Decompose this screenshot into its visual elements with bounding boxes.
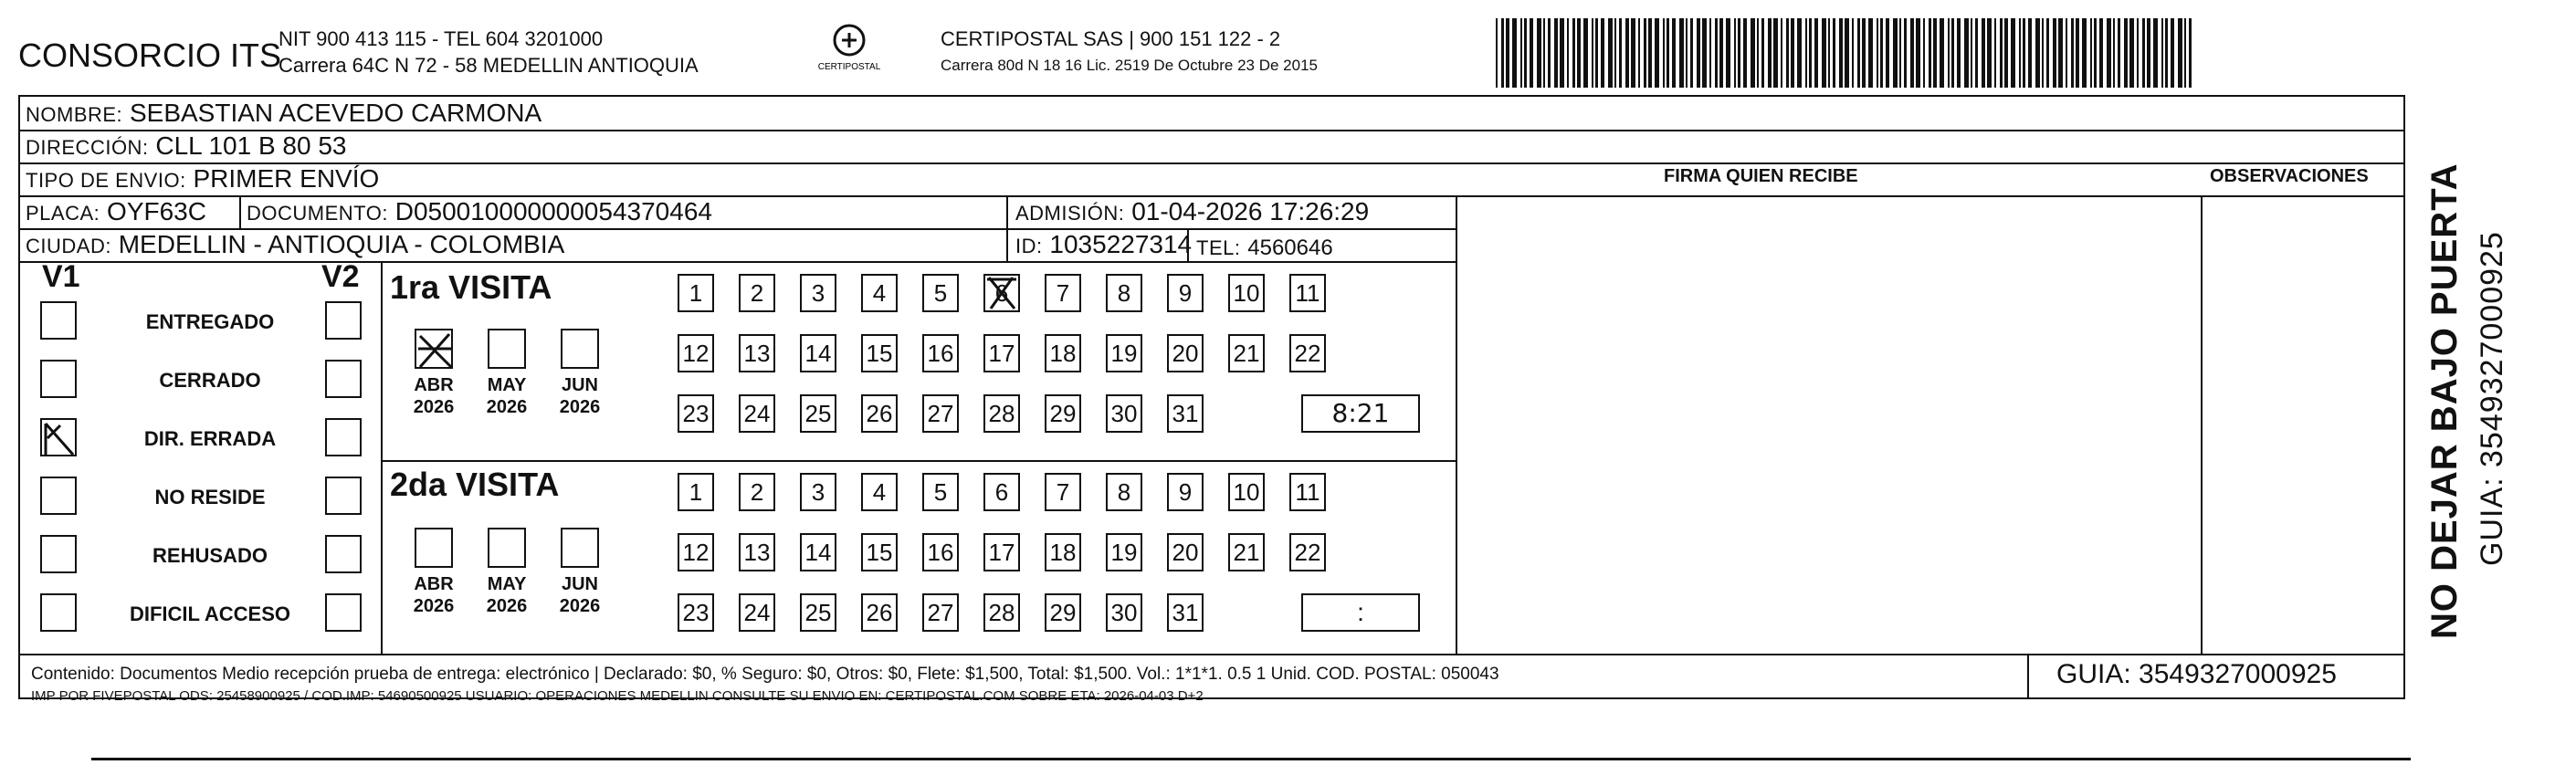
barcode-bar [1702,18,1707,88]
footer-print-info: IMP POR FIVEPOSTAL ODS: 25458900925 / COD.IMP: 54690500925 USUARIO: OPERACIONES MEDELLIN CONSULTE SU ENVIO EN: CERTIPOSTAL.COM SOBRE ETA: 2026-04-03 D+2 [31,688,1204,704]
barcode-bar [1638,18,1640,88]
tipo-value: PRIMER ENVÍO [193,164,380,193]
month-checkbox[interactable] [488,528,526,568]
status-v2-checkbox[interactable] [325,535,362,573]
month-name: ABR [414,574,454,594]
day-box[interactable]: 20 [1167,533,1204,571]
barcode-bar [1805,18,1807,88]
barcode-bar [1822,18,1826,88]
direccion-value: CLL 101 B 80 53 [155,131,347,160]
day-box[interactable]: 22 [1289,533,1326,571]
barcode-bar [1608,18,1613,88]
month-year: 2026 [413,397,455,417]
day-box[interactable]: 29 [1045,593,1081,632]
barcode-bar [1880,18,1883,88]
barcode-bar [2028,18,2032,88]
month-checkbox[interactable] [415,329,453,369]
barcode-bar [1567,18,1569,88]
day-box[interactable]: 30 [1106,593,1142,632]
barcode-bar [1686,18,1688,88]
barcode-bar [2046,18,2049,88]
barcode-bar [2171,18,2174,88]
barcode-bar [1631,18,1635,88]
day-box[interactable]: 8 [1106,473,1142,511]
day-box[interactable]: 25 [800,394,836,433]
status-v1-checkbox[interactable] [40,360,77,398]
ciudad-value: MEDELLIN - ANTIOQUIA - COLOMBIA [118,230,565,258]
day-box[interactable]: 21 [1228,334,1265,372]
day-box[interactable]: 5 [922,274,959,312]
status-v2-checkbox[interactable] [325,360,362,398]
barcode-bar [1797,18,1802,88]
carrier-name: CERTIPOSTAL SAS | 900 151 122 - 2 [941,27,1281,50]
status-v2-checkbox[interactable] [325,593,362,632]
barcode-bar [1814,18,1818,88]
day-box[interactable]: 15 [861,533,898,571]
barcode-bar [2042,18,2044,88]
admision-label: ADMISIÓN: [1015,202,1125,225]
barcode-bar [1982,18,1985,88]
barcode-bar [1679,18,1684,88]
carrier-address: Carrera 80d N 18 16 Lic. 2519 De Octubre 23 De 2015 [941,57,1318,74]
month-label [402,374,466,418]
barcode-bar [2165,18,2168,88]
status-label: CERRADO [159,369,261,392]
barcode-bar [1899,18,1901,88]
documento-cell [247,197,712,226]
barcode-bar [1496,18,1498,88]
tel-value: 4560646 [1247,236,1333,260]
day-box[interactable]: 18 [1045,533,1081,571]
barcode-bar [1667,18,1669,88]
nombre-row [26,99,541,128]
day-box[interactable]: 17 [983,334,1020,372]
certipostal-logo [804,20,895,84]
day-box[interactable]: 6 [983,473,1020,511]
day-box[interactable]: 2 [739,473,775,511]
barcode-bar [1857,18,1860,88]
month-checkbox[interactable] [561,329,599,369]
barcode [1496,18,2199,88]
month-name: ABR [414,375,454,395]
day-box[interactable]: 20 [1167,334,1204,372]
day-box[interactable]: 16 [922,334,959,372]
id-value: 1035227314 [1049,230,1193,258]
day-box[interactable]: 4 [861,473,898,511]
placa-value: OYF63C [107,197,206,225]
side-warning: NO DEJAR BAJO PUERTA [2424,162,2465,639]
barcode-bar [1957,18,1961,88]
barcode-bar [1543,18,1545,88]
barcode-bar [2184,18,2186,88]
barcode-bar [1619,18,1622,88]
month-label [548,374,612,418]
barcode-bar [2004,18,2008,88]
barcode-bar [1975,18,1978,88]
day-box[interactable]: 2 [739,274,775,312]
barcode-bar [2113,18,2115,88]
observaciones-header: OBSERVACIONES [2210,166,2369,186]
day-box[interactable]: 13 [739,334,775,372]
barcode-bar [1948,18,1950,88]
barcode-bar [1524,18,1527,88]
barcode-bar [1572,18,1575,88]
barcode-bar [2035,18,2040,88]
barcode-bar [1560,18,1564,88]
placa-cell [26,197,206,226]
day-box[interactable]: 27 [922,593,959,632]
barcode-bar [1964,18,1969,88]
month-checkbox[interactable] [488,329,526,369]
barcode-bar [1644,18,1646,88]
status-label: NO RESIDE [154,486,266,508]
month-name: MAY [487,375,527,395]
month-label [402,573,466,617]
day-box[interactable]: 9 [1167,473,1204,511]
barcode-bar [2153,18,2158,88]
barcode-bar [2161,18,2163,88]
day-box[interactable]: 10 [1228,473,1265,511]
barcode-bar [2019,18,2021,88]
day-box[interactable]: 6 [983,274,1020,312]
barcode-bar [1951,18,1954,88]
barcode-bar [2053,18,2056,88]
month-year: 2026 [486,397,528,417]
barcode-bar [1751,18,1755,88]
barcode-bar [1595,18,1598,88]
barcode-bar [2058,18,2063,88]
barcode-bar [2000,18,2003,88]
status-v1-checkbox[interactable] [40,593,77,632]
day-box[interactable]: 3 [800,473,836,511]
day-box[interactable]: 24 [739,394,775,433]
logo-text: CERTIPOSTAL [817,62,881,72]
shipment-form [18,95,2405,704]
barcode-bar [1839,18,1843,88]
placa-label: PLACA: [26,202,100,225]
barcode-bar [2076,18,2079,88]
footer-content: Contenido: Documentos Medio recepción prueba de entrega: electrónico | Declarado: $0, % Seguro: $0, Otros: $0, Flete: $1,500, Total: $1,500. Vol.: 1*1*1. 0.5 1 Unid. COD. POSTAL: 050043 [31,665,1499,684]
barcode-bar [1512,18,1517,88]
month-checkbox[interactable] [561,528,599,568]
barcode-bar [1904,18,1907,88]
barcode-bar [1537,18,1541,88]
direccion-label: DIRECCIÓN: [26,136,149,159]
tel-label: TEL: [1196,236,1241,259]
day-box[interactable]: 10 [1228,274,1265,312]
barcode-bar [1852,18,1854,88]
barcode-bar [1893,18,1898,88]
barcode-bar [1761,18,1764,88]
company-nit: NIT 900 413 115 - TEL 604 3201000 [279,27,604,50]
documento-value: D050010000000054370464 [394,197,712,225]
day-box[interactable]: 14 [800,334,836,372]
firma-header: FIRMA QUIEN RECIBE [1664,166,1858,186]
month-year: 2026 [559,397,601,417]
status-v1-checkbox[interactable] [40,301,77,340]
barcode-bar [1809,18,1812,88]
status-label: DIR. ERRADA [143,427,277,450]
day-box[interactable]: 23 [678,394,714,433]
barcode-bar [2189,18,2192,88]
barcode-bar [1506,18,1509,88]
day-box[interactable]: 26 [861,394,898,433]
day-box[interactable]: 18 [1045,334,1081,372]
barcode-bar [2137,18,2139,88]
day-box[interactable]: 22 [1289,334,1326,372]
barcode-bar [1577,18,1581,88]
cross-mark-icon [983,274,1020,312]
barcode-bar [2099,18,2103,88]
company-name: CONSORCIO ITS [18,37,282,74]
id-label: ID: [1015,235,1043,257]
check-mark-icon [416,330,455,371]
day-box[interactable]: 29 [1045,394,1081,433]
barcode-bar [1757,18,1759,88]
day-box[interactable]: 31 [1167,394,1204,433]
barcode-bar [1994,18,1996,88]
carrier-info [941,26,1318,79]
barcode-bar [1738,18,1740,88]
company-info [279,26,699,79]
barcode-bar [1971,18,1972,88]
tipo-label: TIPO DE ENVIO: [26,169,186,192]
day-box[interactable]: 3 [800,274,836,312]
day-box[interactable]: 25 [800,593,836,632]
day-box[interactable]: 1 [678,274,714,312]
day-box[interactable]: 24 [739,593,775,632]
documento-label: DOCUMENTO: [247,202,388,225]
barcode-bar [2071,18,2074,88]
month-label [548,573,612,617]
barcode-bar [1592,18,1593,88]
v1-header: V1 [42,259,80,294]
admision-cell [1015,197,1369,226]
ciudad-cell [26,230,564,259]
day-box[interactable]: 31 [1167,593,1204,632]
barcode-bar [1987,18,1992,88]
barcode-bar [1625,18,1629,88]
barcode-bar [1548,18,1551,88]
day-box[interactable]: 19 [1106,334,1142,372]
company-address: Carrera 64C N 72 - 58 MEDELLIN ANTIOQUIA [279,54,699,77]
barcode-bar [2066,18,2067,88]
barcode-bar [2124,18,2128,88]
barcode-bar [1791,18,1794,88]
barcode-bar [1554,18,1558,88]
month-label [475,573,539,617]
barcode-bar [2129,18,2134,88]
barcode-bar [1655,18,1659,88]
day-box[interactable]: 28 [983,593,1020,632]
tel-cell [1196,232,1333,261]
logo-icon [804,20,895,84]
barcode-bar [1719,18,1723,88]
barcode-bar [1726,18,1730,88]
id-cell [1015,230,1192,259]
day-box[interactable]: 9 [1167,274,1204,312]
barcode-bar [1781,18,1782,88]
v2-header: V2 [321,259,360,294]
barcode-bar [1929,18,1931,88]
barcode-bar [2107,18,2111,88]
barcode-bar [1520,18,1522,88]
status-v2-checkbox[interactable] [325,301,362,340]
barcode-bar [2082,18,2087,88]
first-visit-title: 1ra VISITA [390,268,552,306]
status-v2-checkbox[interactable] [325,477,362,515]
barcode-bar [1910,18,1914,88]
tipo-row [26,164,379,194]
barcode-bar [1845,18,1849,88]
day-box[interactable]: 30 [1106,394,1142,433]
day-box[interactable]: 23 [678,593,714,632]
barcode-bar [1768,18,1772,88]
side-guia: GUIA: 3549327000925 [2475,231,2509,566]
barcode-bar [1614,18,1616,88]
time-field[interactable]: 8:21 [1301,394,1420,433]
month-name: MAY [487,574,527,594]
day-box[interactable]: 7 [1045,473,1081,511]
day-box[interactable]: 21 [1228,533,1265,571]
second-visit-title: 2da VISITA [390,466,560,503]
month-year: 2026 [559,596,601,616]
barcode-bar [2094,18,2097,88]
barcode-bar [1786,18,1789,88]
day-box[interactable]: 17 [983,533,1020,571]
day-box[interactable]: 5 [922,473,959,511]
barcode-bar [1734,18,1736,88]
barcode-bar [1715,18,1718,88]
barcode-bar [1862,18,1866,88]
footer-guia: GUIA: 3549327000925 [2056,659,2337,689]
barcode-bar [1933,18,1937,88]
barcode-bar [1828,18,1830,88]
day-box[interactable]: 4 [861,274,898,312]
day-box[interactable]: 15 [861,334,898,372]
time-field[interactable]: : [1301,593,1420,632]
day-box[interactable]: 19 [1106,533,1142,571]
month-name: JUN [561,375,598,395]
barcode-bar [1833,18,1835,88]
barcode-bar [1530,18,1533,88]
barcode-bar [1501,18,1504,88]
day-box[interactable]: 27 [922,394,959,433]
barcode-bar [2011,18,2015,88]
barcode-bar [1663,18,1665,88]
barcode-bar [2090,18,2092,88]
barcode-bar [1743,18,1747,88]
day-box[interactable]: 11 [1289,274,1326,312]
day-box[interactable]: 1 [678,473,714,511]
barcode-bar [1773,18,1778,88]
day-box[interactable]: 26 [861,593,898,632]
barcode-bar [1672,18,1676,88]
barcode-bar [2178,18,2182,88]
admision-value: 01-04-2026 17:26:29 [1131,197,1370,225]
day-box[interactable]: 7 [1045,274,1081,312]
barcode-bar [1877,18,1878,88]
status-label: REHUSADO [152,544,268,567]
barcode-bar [1601,18,1604,88]
day-box[interactable]: 16 [922,533,959,571]
barcode-bar [2023,18,2025,88]
day-box[interactable]: 28 [983,394,1020,433]
status-v1-checkbox[interactable] [40,418,77,456]
barcode-bar [2142,18,2145,88]
month-name: JUN [561,574,598,594]
barcode-bar [1923,18,1925,88]
status-v1-checkbox[interactable] [40,477,77,515]
month-checkbox[interactable] [415,528,453,568]
check-mark-icon [42,420,79,458]
day-box[interactable]: 12 [678,334,714,372]
barcode-bar [1709,18,1711,88]
barcode-bar [1690,18,1693,88]
barcode-bar [1886,18,1889,88]
month-year: 2026 [486,596,528,616]
ciudad-label: CIUDAD: [26,235,111,257]
status-v1-checkbox[interactable] [40,535,77,573]
status-label: DIFICIL ACCESO [129,603,290,625]
direccion-row [26,131,346,161]
status-label: ENTREGADO [145,310,275,333]
barcode-bar [1583,18,1588,88]
barcode-bar [2147,18,2150,88]
day-box[interactable]: 13 [739,533,775,571]
month-year: 2026 [413,596,455,616]
day-box[interactable]: 8 [1106,274,1142,312]
nombre-value: SEBASTIAN ACEVEDO CARMONA [129,99,542,127]
day-box[interactable]: 12 [678,533,714,571]
barcode-bar [2118,18,2120,88]
day-box[interactable]: 14 [800,533,836,571]
barcode-bar [1868,18,1873,88]
barcode-bar [1697,18,1700,88]
nombre-label: NOMBRE: [26,103,123,126]
month-label [475,374,539,418]
barcode-bar [1648,18,1652,88]
cut-line [91,758,2411,760]
barcode-bar [1940,18,1944,88]
day-box[interactable]: 11 [1289,473,1326,511]
barcode-bar [1916,18,1920,88]
status-v2-checkbox[interactable] [325,418,362,456]
